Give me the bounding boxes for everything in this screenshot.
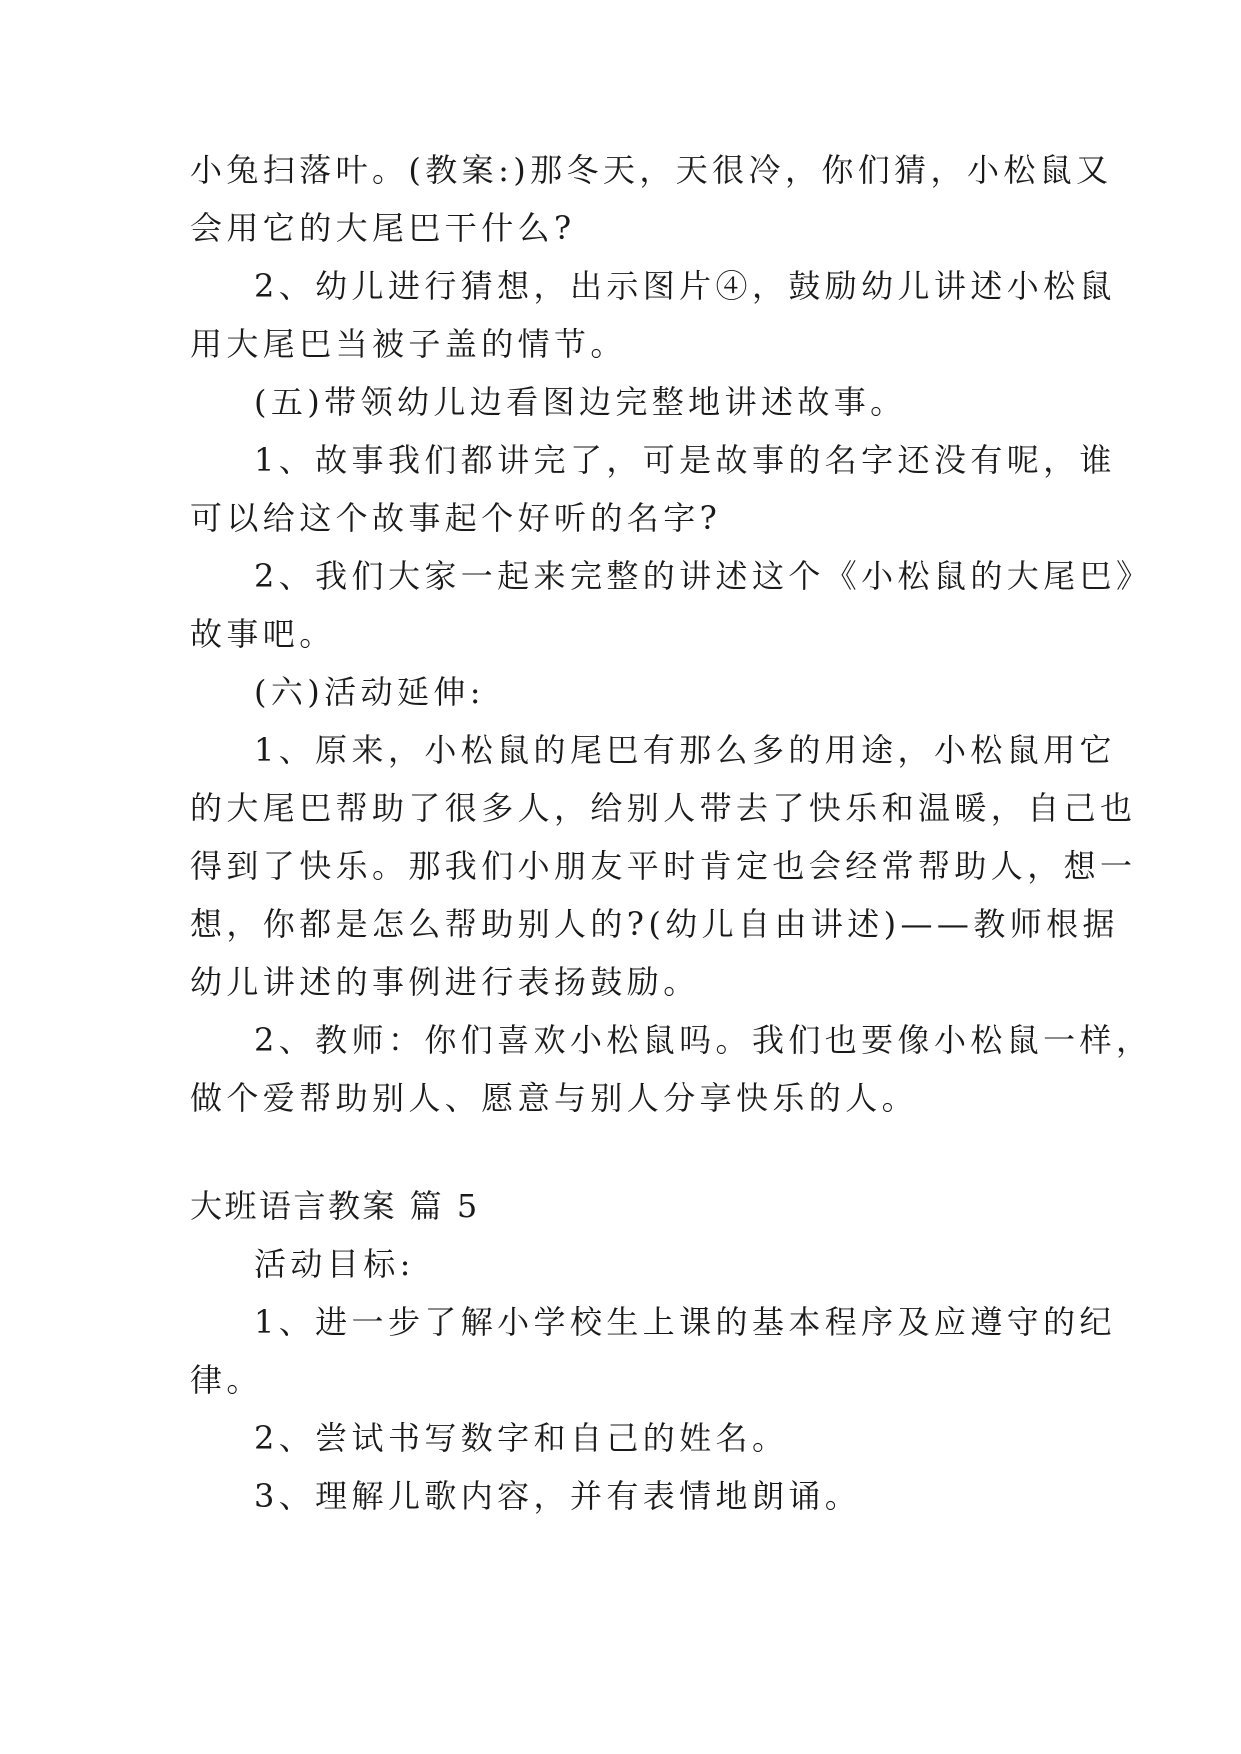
text-line: 想，你都是怎么帮助别人的?(幼儿自由讲述)——教师根据 <box>190 905 1119 943</box>
text-line: 2、我们大家一起来完整的讲述这个《小松鼠的大尾巴》 <box>254 557 1153 595</box>
text-line: 做个爱帮助别人、愿意与别人分享快乐的人。 <box>190 1079 919 1117</box>
text-line: 得到了快乐。那我们小朋友平时肯定也会经常帮助人，想一 <box>190 847 1137 885</box>
text-line: (五)带领幼儿边看图边完整地讲述故事。 <box>254 383 907 421</box>
text-line: 1、故事我们都讲完了，可是故事的名字还没有呢，谁 <box>254 441 1116 479</box>
text-line: 活动目标: <box>254 1245 415 1283</box>
text-line: 2、教师：你们喜欢小松鼠吗。我们也要像小松鼠一样， <box>254 1021 1153 1059</box>
text-line: 2、幼儿进行猜想，出示图片④，鼓励幼儿讲述小松鼠 <box>254 267 1116 305</box>
text-line: 3、理解儿歌内容，并有表情地朗诵。 <box>254 1477 862 1515</box>
text-line: 小兔扫落叶。(教案:)那冬天，天很冷，你们猜，小松鼠又 <box>190 151 1113 189</box>
text-line: 1、原来，小松鼠的尾巴有那么多的用途，小松鼠用它 <box>254 731 1116 769</box>
text-line: 可以给这个故事起个好听的名字? <box>190 499 722 537</box>
text-line: 2、尝试书写数字和自己的姓名。 <box>254 1419 789 1457</box>
text-line: 会用它的大尾巴干什么? <box>190 209 576 247</box>
text-line: 1、进一步了解小学校生上课的基本程序及应遵守的纪 <box>254 1303 1116 1341</box>
section-heading: 大班语言教案 篇 5 <box>190 1187 480 1225</box>
text-line: 故事吧。 <box>190 615 336 653</box>
text-line: 的大尾巴帮助了很多人，给别人带去了快乐和温暖，自己也 <box>190 789 1137 827</box>
text-line: 律。 <box>190 1361 263 1399</box>
text-line: 用大尾巴当被子盖的情节。 <box>190 325 627 363</box>
text-line: 幼儿讲述的事例进行表扬鼓励。 <box>190 963 700 1001</box>
text-line: (六)活动延伸: <box>254 673 485 711</box>
